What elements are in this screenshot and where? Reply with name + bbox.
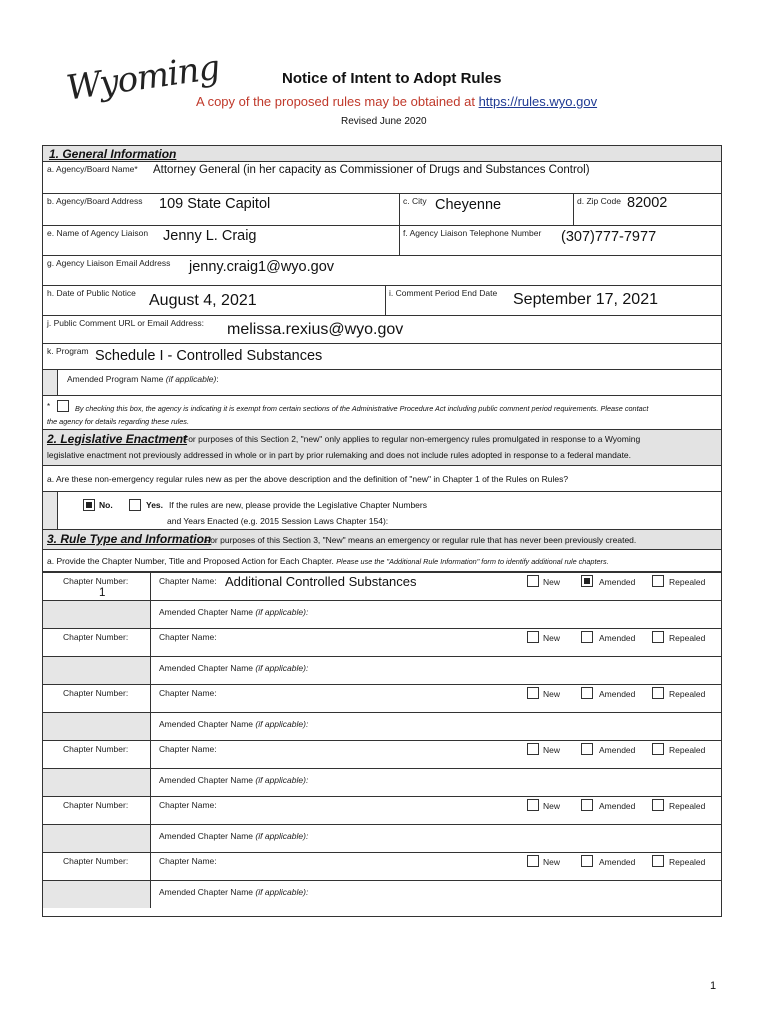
amended-label: Amended <box>599 577 636 587</box>
section2-desc-line2: legislative enactment not previously addressed in whole or in part by prior rulemaking and does not include rules adopted in response to a federal mandate. <box>47 450 632 460</box>
amended-chapter-label: Amended Chapter Name (if applicable): <box>159 831 309 841</box>
exempt-row <box>43 396 721 430</box>
no-label: No. <box>99 500 113 510</box>
new-checkbox[interactable] <box>527 631 539 643</box>
notice-date-value[interactable]: August 4, 2021 <box>149 292 257 309</box>
new-label: New <box>543 857 561 867</box>
amended-checkbox[interactable] <box>581 575 593 587</box>
repealed-label: Repealed <box>669 801 706 811</box>
chapter-name-label: Chapter Name: <box>159 744 217 754</box>
amended-program-row <box>43 370 721 396</box>
program-value[interactable]: Schedule I - Controlled Substances <box>95 348 323 364</box>
notice-date-label: h. Date of Public Notice <box>47 288 136 298</box>
new-checkbox[interactable] <box>527 687 539 699</box>
yes-text-line2: and Years Enacted (e.g. 2015 Session Laws Chapter 154): <box>167 516 389 526</box>
wyoming-logo: Wyoming <box>63 47 222 109</box>
address-value[interactable]: 109 State Capitol <box>159 196 271 212</box>
city-label: c. City <box>403 196 427 206</box>
amended-chapter-label: Amended Chapter Name (if applicable): <box>159 663 309 673</box>
repealed-label: Repealed <box>669 689 706 699</box>
new-checkbox[interactable] <box>527 575 539 587</box>
amended-checkbox[interactable] <box>581 687 593 699</box>
amended-label: Amended <box>599 745 636 755</box>
section2-title: 2. Legislative Enactment <box>47 432 188 446</box>
chapter-list <box>43 572 721 916</box>
amended-label: Amended <box>599 801 636 811</box>
chapter-number-label: Chapter Number: <box>63 800 129 810</box>
repealed-label: Repealed <box>669 633 706 643</box>
agency-row <box>43 162 721 194</box>
amended-chapter-label: Amended Chapter Name (if applicable): <box>159 607 309 617</box>
chapter-number-label: Chapter Number: <box>63 576 129 586</box>
chapter-number-label: Chapter Number: <box>63 856 129 866</box>
notice-date-row <box>43 286 721 316</box>
chapter-name-label: Chapter Name: <box>159 688 217 698</box>
amended-label: Amended <box>599 633 636 643</box>
section2-answer-row <box>43 492 721 530</box>
yes-label: Yes. <box>146 500 164 510</box>
chapter-name-label: Chapter Name: <box>159 856 217 866</box>
section3-title: 3. Rule Type and Information <box>47 532 212 546</box>
amended-checkbox[interactable] <box>581 743 593 755</box>
repealed-label: Repealed <box>669 857 706 867</box>
comment-url-row <box>43 316 721 344</box>
page-number: 1 <box>710 980 717 992</box>
chapter-name-label: Chapter Name: <box>159 576 217 586</box>
amended-checkbox[interactable] <box>581 631 593 643</box>
chapter-name-value[interactable]: Additional Controlled Substances <box>225 574 417 589</box>
page-title: Notice of Intent to Adopt Rules <box>282 70 502 87</box>
revised-date: Revised June 2020 <box>341 116 427 127</box>
repealed-checkbox[interactable] <box>652 743 664 755</box>
amended-chapter-label: Amended Chapter Name (if applicable): <box>159 719 309 729</box>
chapter-block <box>43 628 721 684</box>
city-value[interactable]: Cheyenne <box>435 197 502 213</box>
section1-title: 1. General Information <box>49 147 177 161</box>
amended-chapter-label: Amended Chapter Name (if applicable): <box>159 775 309 785</box>
section3-instruction: a. Provide the Chapter Number, Title and Proposed Action for Each Chapter. Please use the "Additional Rule Information" form to identify additional rule chapters. <box>47 556 609 566</box>
agency-label: a. Agency/Board Name* <box>47 164 138 174</box>
section1-header <box>43 146 721 162</box>
zip-label: d. Zip Code <box>577 196 621 206</box>
notice-form <box>42 145 722 917</box>
exempt-checkbox[interactable] <box>57 400 69 412</box>
phone-label: f. Agency Liaison Telephone Number <box>403 228 542 238</box>
email-row <box>43 256 721 286</box>
amended-program-label: Amended Program Name (if applicable): <box>67 374 219 384</box>
new-checkbox[interactable] <box>527 855 539 867</box>
zip-value[interactable]: 82002 <box>627 195 668 211</box>
section2-header <box>43 430 721 466</box>
section2-question-row <box>43 466 721 492</box>
rules-link[interactable]: https://rules.wyo.gov <box>478 94 598 109</box>
chapter-block <box>43 572 721 628</box>
liaison-label: e. Name of Agency Liaison <box>47 228 149 238</box>
new-checkbox[interactable] <box>527 799 539 811</box>
new-checkbox[interactable] <box>527 743 539 755</box>
repealed-checkbox[interactable] <box>652 575 664 587</box>
amended-checkbox[interactable] <box>581 799 593 811</box>
chapter-block <box>43 796 721 852</box>
amended-chapter-label: Amended Chapter Name (if applicable): <box>159 887 309 897</box>
new-label: New <box>543 633 561 643</box>
new-label: New <box>543 689 561 699</box>
repealed-checkbox[interactable] <box>652 687 664 699</box>
liaison-value[interactable]: Jenny L. Craig <box>163 228 257 244</box>
new-label: New <box>543 745 561 755</box>
chapter-block <box>43 740 721 796</box>
section3-desc: For purposes of this Section 3, "New" means an emergency or regular rule that has never been previously created. <box>205 535 637 545</box>
chapter-name-label: Chapter Name: <box>159 800 217 810</box>
amended-label: Amended <box>599 689 636 699</box>
chapter-name-label: Chapter Name: <box>159 632 217 642</box>
comment-url-label: j. Public Comment URL or Email Address: <box>47 318 204 328</box>
chapter-block <box>43 852 721 908</box>
new-label: New <box>543 801 561 811</box>
exempt-text-line1: By checking this box, the agency is indicating it is exempt from certain sections of the Administrative Procedure Act including public comment period requirements. Please contact <box>75 404 649 413</box>
repealed-label: Repealed <box>669 577 706 587</box>
exempt-star: * <box>47 402 51 411</box>
amended-checkbox[interactable] <box>581 855 593 867</box>
program-row <box>43 344 721 370</box>
comment-url-value[interactable]: melissa.rexius@wyo.gov <box>227 321 404 338</box>
exempt-text-line2: the agency for details regarding these rules. <box>47 417 189 426</box>
liaison-row <box>43 226 721 256</box>
section2-desc-line1: For purposes of this Section 2, "new" only applies to regular non-emergency rules promulgated in response to a Wyoming <box>183 434 641 444</box>
program-label: k. Program <box>47 346 89 356</box>
new-label: New <box>543 577 561 587</box>
chapter-number-label: Chapter Number: <box>63 744 129 754</box>
amended-label: Amended <box>599 857 636 867</box>
chapter-number-label: Chapter Number: <box>63 632 129 642</box>
page-subtitle: A copy of the proposed rules may be obtained at https://rules.wyo.gov <box>196 94 598 109</box>
agency-value[interactable]: Attorney General (in her capacity as Commissioner of Drugs and Substances Control) <box>153 164 590 176</box>
repealed-checkbox[interactable] <box>652 799 664 811</box>
email-value[interactable]: jenny.craig1@wyo.gov <box>189 259 335 275</box>
section3-instruction-row <box>43 550 721 572</box>
comment-end-label: i. Comment Period End Date <box>389 288 498 298</box>
comment-end-value[interactable]: September 17, 2021 <box>513 291 658 308</box>
section3-header <box>43 530 721 550</box>
address-row <box>43 194 721 226</box>
phone-value[interactable]: (307)777-7977 <box>561 229 657 245</box>
address-label: b. Agency/Board Address <box>47 196 143 206</box>
chapter-number-value[interactable]: 1 <box>99 587 106 599</box>
no-checkbox[interactable] <box>83 499 95 511</box>
repealed-checkbox[interactable] <box>652 631 664 643</box>
chapter-block <box>43 684 721 740</box>
yes-checkbox[interactable] <box>129 499 141 511</box>
yes-text-line1: If the rules are new, please provide the Legislative Chapter Numbers <box>169 500 427 510</box>
email-label: g. Agency Liaison Email Address <box>47 258 171 268</box>
section2-question: a. Are these non-emergency regular rules new as per the above description and the definition of "new" in Chapter 1 of the Rules on Rules? <box>47 474 569 484</box>
chapter-number-label: Chapter Number: <box>63 688 129 698</box>
repealed-checkbox[interactable] <box>652 855 664 867</box>
repealed-label: Repealed <box>669 745 706 755</box>
